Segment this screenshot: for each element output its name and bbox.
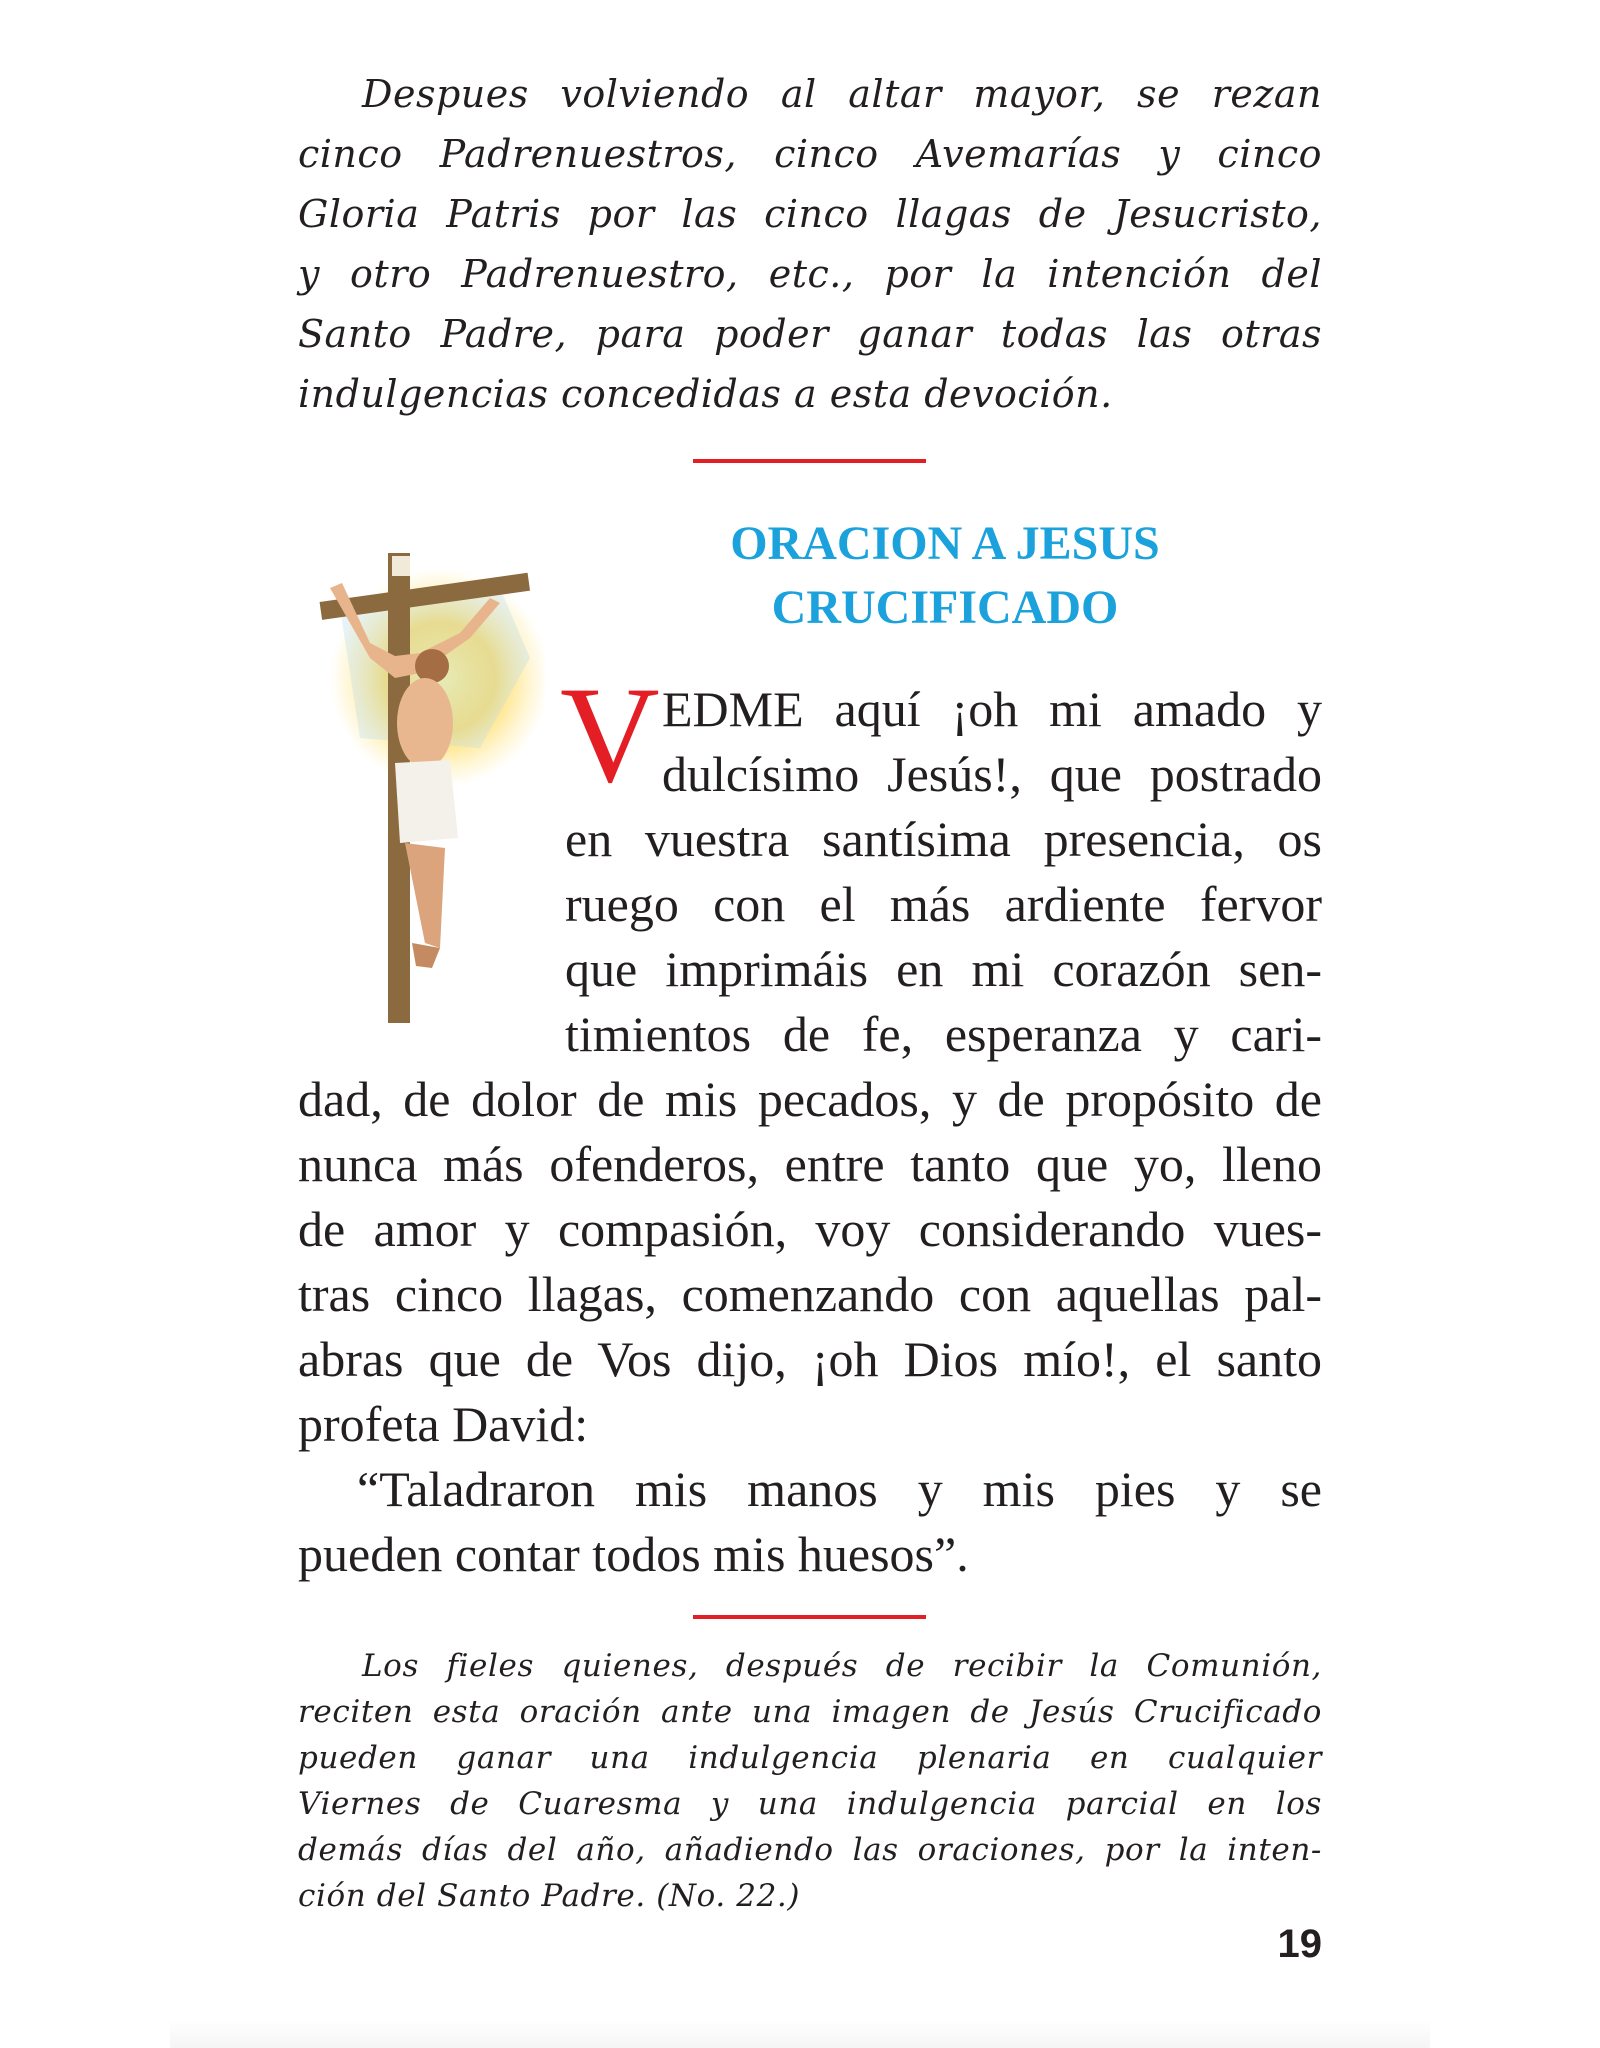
text-line: Viernes de Cuaresma y una indulgencia parcial en los	[298, 1786, 1322, 1822]
text-line: de amor y compasión, voy considerando vues-	[298, 1201, 1322, 1257]
divider-rule	[693, 1615, 926, 1619]
text-line: timientos de fe, esperanza y cari-	[565, 1006, 1322, 1062]
page-edge-shadow	[170, 2020, 1430, 2048]
text-line: ción del Santo Padre. (No. 22.)	[298, 1878, 801, 1914]
text-line: que imprimáis en mi corazón sen-	[565, 941, 1322, 997]
text-line: dad, de dolor de mis pecados, y de propósito de	[298, 1071, 1322, 1127]
text-line: tras cinco llagas, comenzando con aquellas pal-	[298, 1266, 1322, 1322]
text-line: Gloria Patris por las cinco llagas de Jesucristo,	[298, 192, 1322, 236]
text-line: profeta David:	[298, 1396, 589, 1452]
text-line: en vuestra santísima presencia, os	[565, 811, 1322, 867]
text-line: y otro Padrenuestro, etc., por la intención del	[298, 252, 1322, 296]
text-line: abras que de Vos dijo, ¡oh Dios mío!, el santo	[298, 1331, 1322, 1387]
text-line: pueden contar todos mis huesos”.	[298, 1526, 969, 1582]
text-line: cinco Padrenuestros, cinco Avemarías y cinco	[298, 132, 1322, 176]
text-line: nunca más ofenderos, entre tanto que yo, lleno	[298, 1136, 1322, 1192]
crucifix-illustration	[300, 548, 545, 1030]
text-line: demás días del año, añadiendo las oraciones, por la inten-	[298, 1832, 1322, 1868]
prayer-title-line: ORACION A JESUS	[730, 517, 1160, 570]
prayer-title-line: CRUCIFICADO	[771, 581, 1119, 634]
text-line: indulgencias concedidas a esta devoción.	[298, 372, 1113, 416]
text-line: reciten esta oración ante una imagen de Jesús Crucificado	[298, 1694, 1322, 1730]
text-line: Despues volviendo al altar mayor, se rezan	[362, 72, 1322, 116]
divider-rule	[693, 459, 926, 463]
text-line: dulcísimo Jesús!, que postrado	[662, 746, 1322, 802]
text-line: ruego con el más ardiente fervor	[565, 876, 1322, 932]
page-number: 19	[1277, 1922, 1322, 1966]
text-line: Los fieles quienes, después de recibir la Comunión,	[362, 1648, 1322, 1684]
text-line: EDME aquí ¡oh mi amado y	[662, 681, 1322, 737]
prayer-title	[620, 512, 1270, 640]
text-line: Santo Padre, para poder ganar todas las otras	[298, 312, 1322, 356]
drop-cap: V	[560, 658, 660, 811]
text-line: pueden ganar una indulgencia plenaria en cualquier	[298, 1740, 1322, 1776]
text-line: “Taladraron mis manos y mis pies y se	[357, 1461, 1322, 1517]
